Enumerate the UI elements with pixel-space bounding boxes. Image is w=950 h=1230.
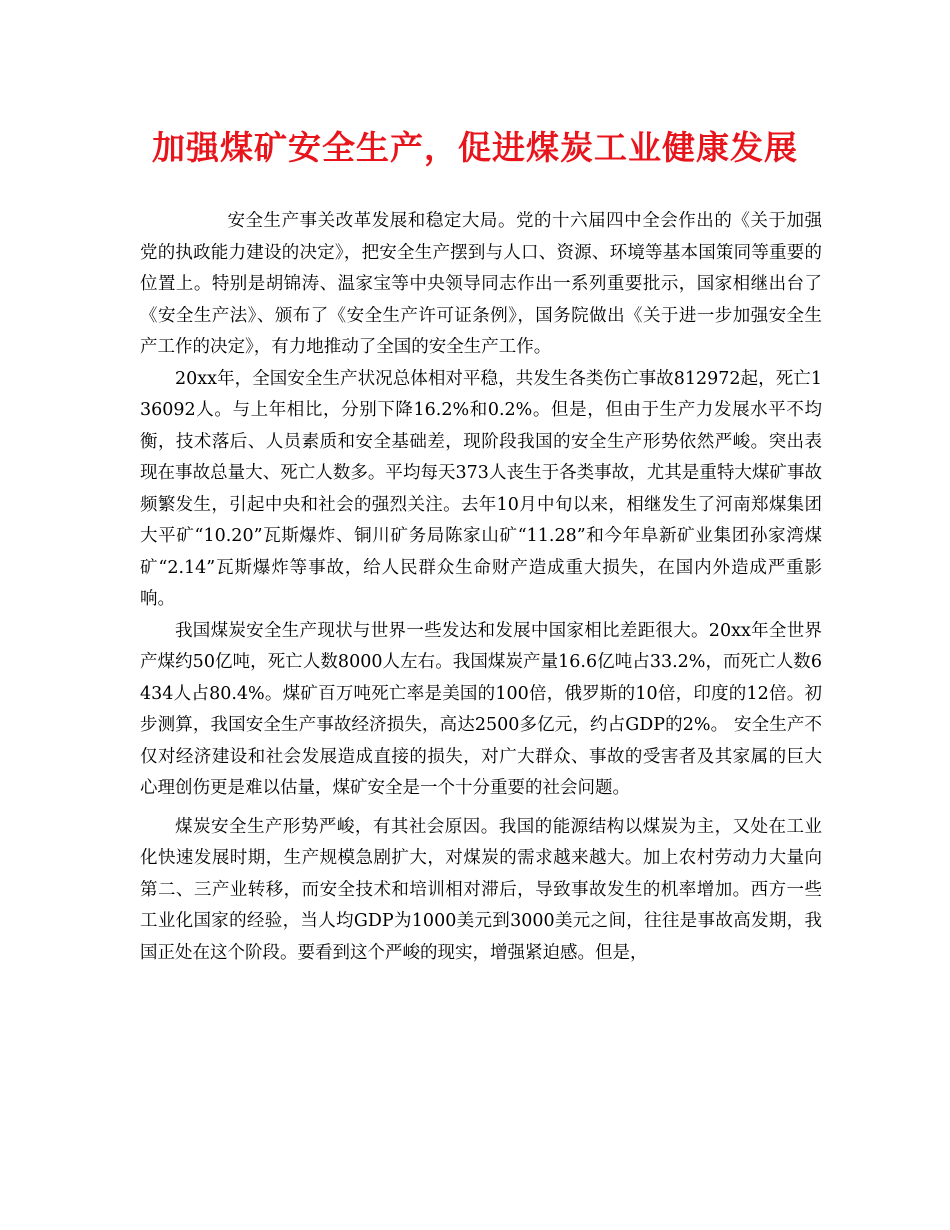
document-title: 加强煤矿安全生产，促进煤炭工业健康发展 bbox=[152, 128, 798, 167]
document-body bbox=[140, 206, 822, 969]
paragraph-3: 我国煤炭安全生产现状与世界一些发达和发展中国家相比差距很大。20xx年全世界产煤约50亿吨，死亡人数8000人左右。我国煤炭产量16.6亿吨占33.2%，而死亡人数6434人占80.4%。煤矿百万吨死亡率是美国的100倍，俄罗斯的10倍，印度的12倍。初步测算，我国安全生产事故经济损失，高达2500多亿元，约占GDP的2%。 安全生产不仅对经济建设和社会发展造成直接的损失，对广大群众、事故的受害者及其家属的巨大心理创伤更是难以估量，煤矿安全是一个十分重要的社会问题。 bbox=[140, 620, 822, 798]
paragraph-2: 20xx年，全国安全生产状况总体相对平稳，共发生各类伤亡事故812972起，死亡136092人。与上年相比，分别下降16.2%和0.2%。但是，但由于生产力发展水平不均衡，技术落后、人员素质和安全基础差，现阶段我国的安全生产形势依然严峻。突出表现在事故总量大、死亡人数多。平均每天373人丧生于各类事故，尤其是重特大煤矿事故频繁发生，引起中央和社会的强烈关注。去年10月中旬以来，相继发生了河南郑煤集团大平矿“10.20”瓦斯爆炸、铜川矿务局陈家山矿“11.28”和今年阜新矿业集团孙家湾煤矿“2.14”瓦斯爆炸等事故，给人民群众生命财产造成重大损失，在国内外造成严重影响。 bbox=[140, 368, 822, 609]
paragraph-4: 煤炭安全生产形势严峻，有其社会原因。我国的能源结构以煤炭为主，又处在工业化快速发展时期，生产规模急剧扩大，对煤炭的需求越来越大。加上农村劳动力大量向第二、三产业转移，而安全技术和培训相对滞后，导致事故发生的机率增加。西方一些工业化国家的经验，当人均GDP为1000美元到3000美元之间，往往是事故高发期，我国正处在这个阶段。要看到这个严峻的现实，增强紧迫感。但是， bbox=[140, 816, 822, 963]
paragraph-1: 安全生产事关改革发展和稳定大局。党的十六届四中全会作出的《关于加强党的执政能力建设的决定》，把安全生产摆到与人口、资源、环境等基本国策同等重要的位置上。特别是胡锦涛、温家宝等中央领导同志作出一系列重要批示，国家相继出台了《安全生产法》、颁布了《安全生产许可证条例》，国务院做出《关于进一步加强安全生产工作的决定》，有力地推动了全国的安全生产工作。 bbox=[140, 211, 822, 357]
